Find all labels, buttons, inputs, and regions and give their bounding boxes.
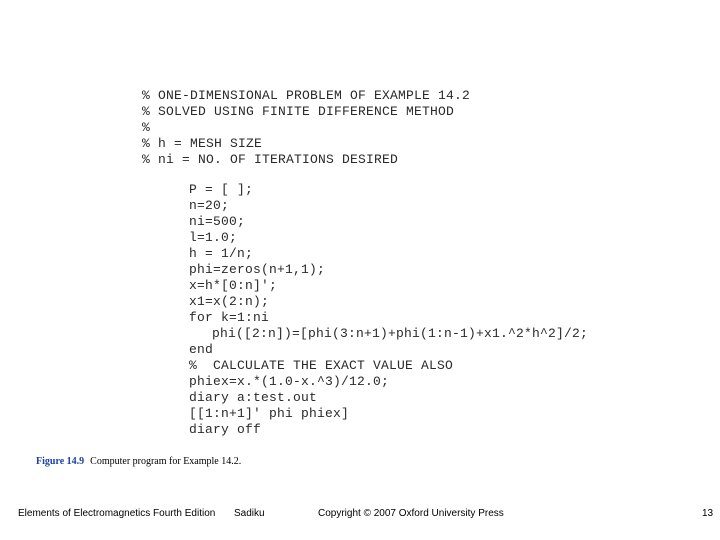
footer-copyright: Copyright © 2007 Oxford University Press <box>318 508 504 519</box>
code-comment-line: % h = MESH SIZE <box>142 136 263 151</box>
code-line: diary off <box>189 422 262 437</box>
figure-caption-text: Computer program for Example 14.2. <box>90 456 242 467</box>
code-line: n=20; <box>189 198 230 213</box>
code-line: for k=1:ni <box>189 310 270 325</box>
code-line-indented: phi([2:n])=[phi(3:n+1)+phi(1:n-1)+x1.^2*h^2]/2; <box>212 326 589 341</box>
code-line: h = 1/n; <box>189 246 254 261</box>
code-line: l=1.0; <box>189 230 238 245</box>
code-comment-line: % <box>142 120 151 135</box>
code-line: end <box>189 342 214 357</box>
footer-book-title: Elements of Electromagnetics Fourth Edition <box>18 508 216 519</box>
figure-label: Figure 14.9 <box>36 456 85 467</box>
code-line: diary a:test.out <box>189 390 318 405</box>
page-number: 13 <box>702 508 714 519</box>
code-line: phi=zeros(n+1,1); <box>189 262 326 277</box>
code-comment-line: % ONE-DIMENSIONAL PROBLEM OF EXAMPLE 14.2 <box>142 88 471 103</box>
code-line: P = [ ]; <box>189 182 254 197</box>
code-comment-line: % CALCULATE THE EXACT VALUE ALSO <box>189 358 454 373</box>
footer-author: Sadiku <box>234 508 265 519</box>
code-line: x1=x(2:n); <box>189 294 270 309</box>
code-line: x=h*[0:n]'; <box>189 278 278 293</box>
figure-caption <box>36 456 241 467</box>
code-comment-line: % ni = NO. OF ITERATIONS DESIRED <box>142 152 399 167</box>
code-comment-line: % SOLVED USING FINITE DIFFERENCE METHOD <box>142 104 455 119</box>
code-line: ni=500; <box>189 214 246 229</box>
code-line: phiex=x.*(1.0-x.^3)/12.0; <box>189 374 390 389</box>
code-line: [[1:n+1]' phi phiex] <box>189 406 350 421</box>
